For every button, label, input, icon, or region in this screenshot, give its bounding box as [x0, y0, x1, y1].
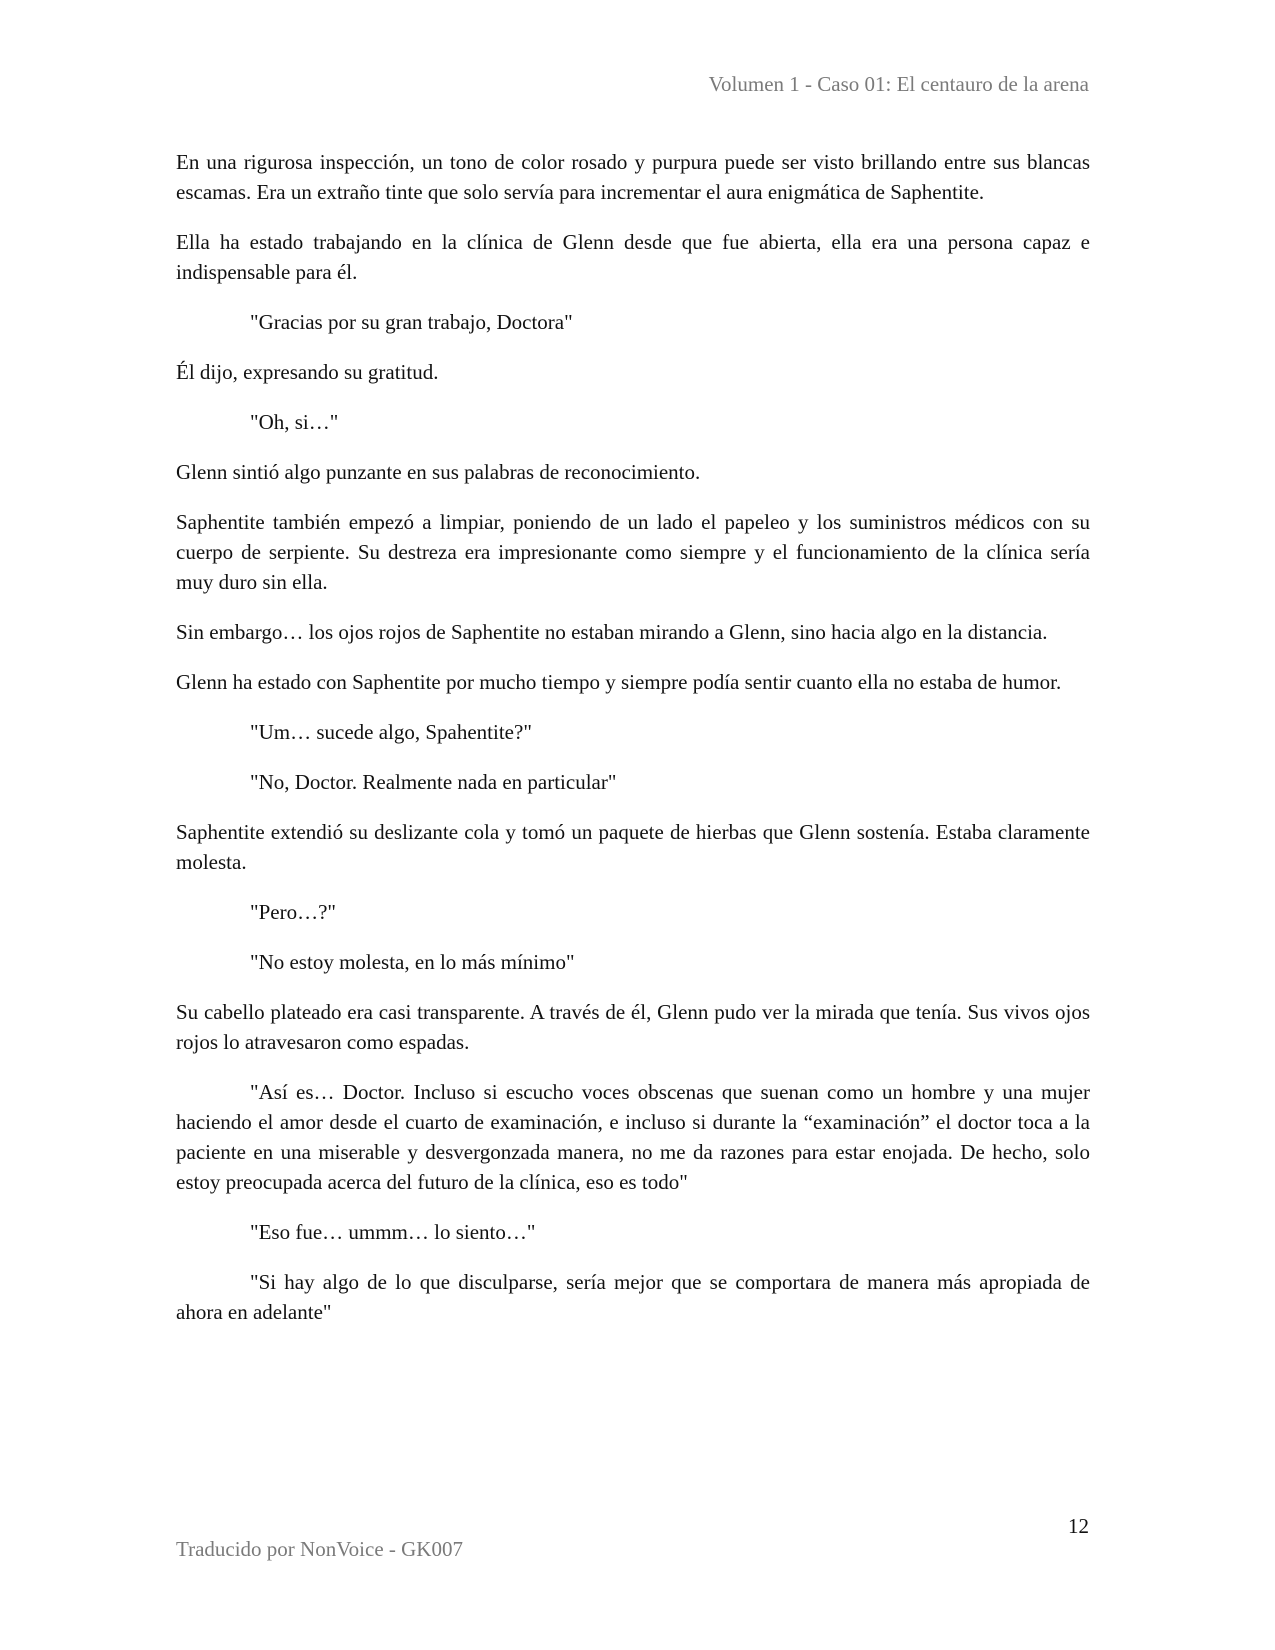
paragraph: Saphentite también empezó a limpiar, poniendo de un lado el papeleo y los suministros médicos con su cuerpo de serpiente. Su destreza era impresionante como siempre y el funcionamiento de la clínica sería muy duro sin ella.: [176, 510, 1090, 594]
paragraph: Glenn sintió algo punzante en sus palabras de reconocimiento.: [176, 460, 701, 484]
dialogue-line: "No, Doctor. Realmente nada en particular": [250, 770, 617, 794]
dialogue-line: "Eso fue… ummm… lo siento…": [250, 1220, 536, 1244]
dialogue-line: "Um… sucede algo, Spahentite?": [250, 720, 532, 744]
footer-credit: Traducido por NonVoice - GK007: [176, 1537, 463, 1561]
paragraph: Glenn ha estado con Saphentite por mucho tiempo y siempre podía sentir cuanto ella no estaba de humor.: [176, 670, 1062, 694]
paragraph: Su cabello plateado era casi transparente. A través de él, Glenn pudo ver la mirada que tenía. Sus vivos ojos rojos lo atravesaron como espadas.: [176, 1000, 1090, 1054]
dialogue-line: "Así es… Doctor. Incluso si escucho voces obscenas que suenan como un hombre y una mujer haciendo el amor desde el cuarto de examinación, e incluso si durante la “examinación” el doctor toca a la paciente en una miserable y desvergonzada manera, no me da razones para estar enojada. De hecho, solo estoy preocupada acerca del futuro de la clínica, eso es todo": [176, 1080, 1090, 1194]
dialogue-line: "No estoy molesta, en lo más mínimo": [250, 950, 575, 974]
paragraph: Sin embargo… los ojos rojos de Saphentite no estaban mirando a Glenn, sino hacia algo en la distancia.: [176, 620, 1048, 644]
body-text: [176, 147, 1090, 1347]
paragraph: Ella ha estado trabajando en la clínica de Glenn desde que fue abierta, ella era una persona capaz e indispensable para él.: [176, 230, 1090, 284]
dialogue-line: "Oh, si…": [250, 410, 339, 434]
running-header: Volumen 1 - Caso 01: El centauro de la arena: [708, 72, 1089, 96]
paragraph: Saphentite extendió su deslizante cola y tomó un paquete de hierbas que Glenn sostenía. Estaba claramente molesta.: [176, 820, 1090, 874]
dialogue-line: "Pero…?": [250, 900, 336, 924]
dialogue-line: "Si hay algo de lo que disculparse, sería mejor que se comportara de manera más apropiada de ahora en adelante": [176, 1270, 1090, 1324]
dialogue-line: "Gracias por su gran trabajo, Doctora": [250, 310, 573, 334]
paragraph: Él dijo, expresando su gratitud.: [176, 360, 439, 384]
paragraph: En una rigurosa inspección, un tono de color rosado y purpura puede ser visto brillando entre sus blancas escamas. Era un extraño tinte que solo servía para incrementar el aura enigmática de Saphentite.: [176, 150, 1090, 204]
page-number: 12: [1068, 1514, 1089, 1538]
